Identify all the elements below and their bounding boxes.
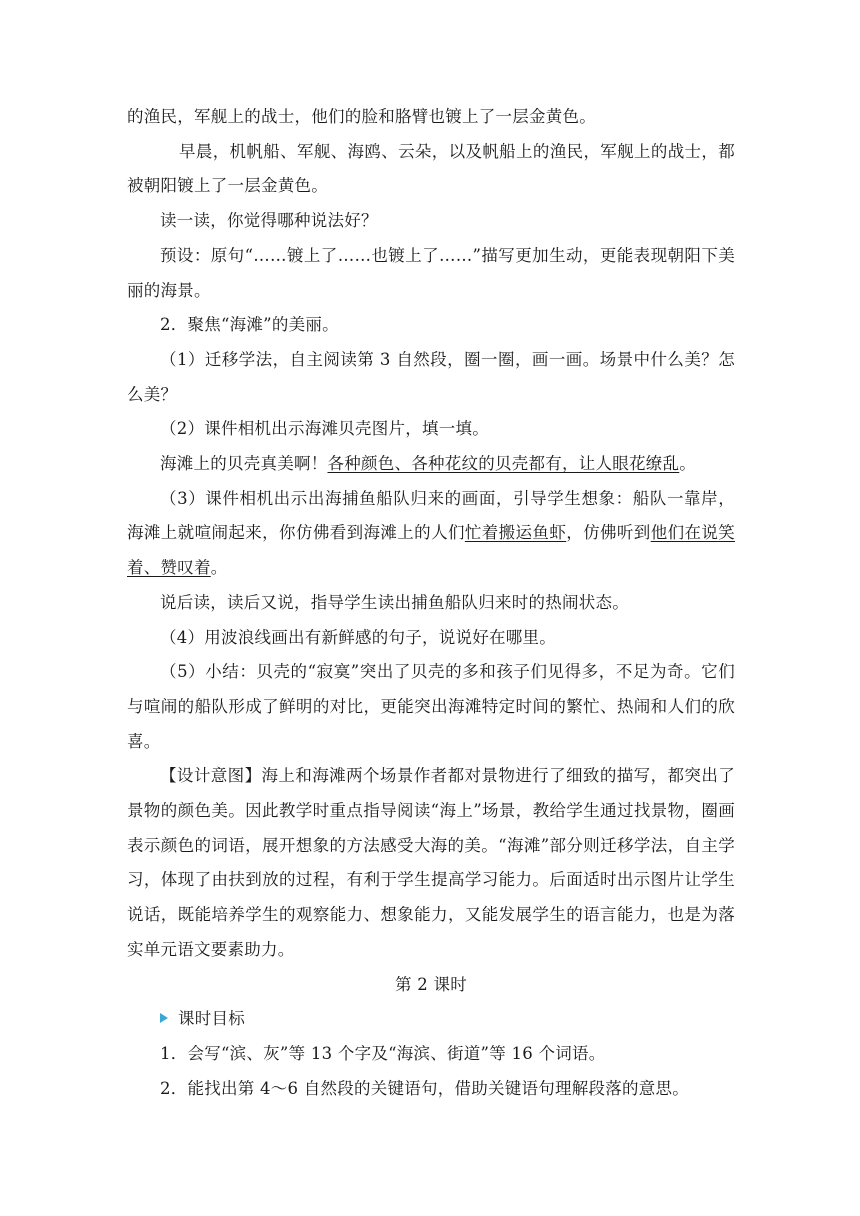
paragraph-8-end: 。 [679,454,696,474]
paragraph-7: （2）课件相机出示海滩贝壳图片，填一填。 [160,419,489,439]
paragraph-12: （5）小结：贝壳的“寂寞”突出了贝壳的多和孩子们见得多，不足为奇。它们与喧闹的船队形成了鲜明的对比，更能突出海滩特定时间的繁忙、热闹和人们的欣喜。 [127,662,735,751]
paragraph-9-end: 。 [210,558,228,578]
underlined-answer: 各种颜色、各种花纹的贝壳都有，让人眼花缭乱 [327,454,680,474]
objectives-heading [127,1002,735,1037]
triangle-right-icon [160,1013,168,1023]
paragraph-2: 早晨，机帆船、军舰、海鸥、云朵，以及帆船上的渔民，军舰上的战士，都被朝阳镀上了一层金黄色。 [127,141,735,196]
paragraph-6: （1）迁移学法，自主阅读第 3 自然段，圈一圈，画一画。场景中什么美？怎么美？ [127,349,735,404]
section-heading-beach: 2．聚焦“海滩”的美丽。 [160,315,339,335]
objective-2: 2．能找出第 4～6 自然段的关键语句，借助关键语句理解段落的意思。 [160,1078,689,1098]
underlined-answer-1: 忙着搬运鱼虾 [464,523,567,543]
paragraph-1: 的渔民，军舰上的战士，他们的脸和胳臂也镀上了一层金黄色。 [127,107,596,126]
paragraph-4: 预设：原句“……镀上了……也镀上了……”描写更加生动，更能表现朝阳下美丽的海景。 [127,245,735,300]
paragraph-9-text: （3）课件相机出示出海捕鱼船队归来的画面，引导学生想象：船队一靠岸，海滩上就喧闹起来，你仿佛看到海滩上的人们 [127,488,735,543]
objectives-heading-label: 课时目标 [178,1009,245,1029]
underlined-answer-2: 他们在说笑着、赞叹着 [127,523,736,578]
document-page [127,100,735,1106]
objective-1: 1．会写“滨、灰”等 13 个字及“海滨、街道”等 16 个词语。 [160,1043,606,1063]
paragraph-3: 读一读，你觉得哪种说法好？ [160,211,378,231]
paragraph-11: （4）用波浪线画出有新鲜感的句子，说说好在哪里。 [160,627,556,647]
paragraph-9-mid: ，仿佛听到 [566,523,651,543]
design-intent-paragraph: 【设计意图】海上和海滩两个场景作者都对景物进行了细致的描写，都突出了景物的颜色美。因此教学时重点指导阅读“海上”场景，教给学生通过找景物，圈画表示颜色的词语，展开想象的方法感受大海的美。“海滩”部分则迁移学法，自主学习，体现了由扶到放的过程，有利于学生提高学习能力。后面适时出示图片让学生说话，既能培养学生的观察能力、想象能力，又能发展学生的语言能力，也是为落实单元语文要素助力。 [127,766,735,959]
paragraph-8-text: 海滩上的贝壳真美啊！ [160,454,328,474]
lesson-title: 第 2 课时 [395,974,467,994]
paragraph-8 [127,447,735,482]
paragraph-10: 说后读，读后又说，指导学生读出捕鱼船队归来时的热闹状态。 [160,592,629,612]
paragraph-9 [127,482,735,586]
